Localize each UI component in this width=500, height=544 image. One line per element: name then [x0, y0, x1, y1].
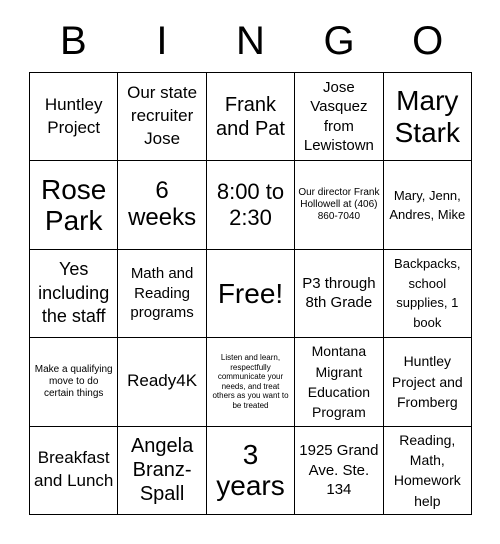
bingo-cell-r1c5[interactable]: Mary Stark — [384, 73, 472, 161]
bingo-cell-r4c2[interactable]: Ready4K — [118, 338, 206, 426]
bingo-cell-r1c2[interactable]: Our state recruiter Jose — [118, 73, 206, 161]
bingo-cell-r1c3[interactable]: Frank and Pat — [207, 73, 295, 161]
bingo-cell-r3c4[interactable]: P3 through 8th Grade — [295, 250, 383, 338]
bingo-cell-r4c5[interactable]: Huntley Project and Fromberg — [384, 338, 472, 426]
bingo-cell-r5c5[interactable]: Reading, Math, Homework help — [384, 427, 472, 515]
bingo-cell-r3c5[interactable]: Backpacks, school supplies, 1 book — [384, 250, 472, 338]
header-letter-i: I — [156, 18, 168, 63]
bingo-cell-r2c5[interactable]: Mary, Jenn, Andres, Mike — [384, 161, 472, 249]
bingo-cell-r2c1[interactable]: Rose Park — [30, 161, 118, 249]
bingo-cell-r4c3[interactable]: Listen and learn, respectfully communicate your needs, and treat others as you want to be treated — [207, 338, 295, 426]
bingo-cell-r3c3-free[interactable]: Free! — [207, 250, 295, 338]
header-letter-o: O — [412, 18, 444, 63]
bingo-cell-r5c1[interactable]: Breakfast and Lunch — [30, 427, 118, 515]
bingo-cell-r4c4[interactable]: Montana Migrant Education Program — [295, 338, 383, 426]
bingo-cell-r1c4[interactable]: Jose Vasquez from Lewistown — [295, 73, 383, 161]
bingo-cell-r3c1[interactable]: Yes including the staff — [30, 250, 118, 338]
bingo-board — [29, 72, 472, 515]
header-letter-b: B — [59, 18, 87, 63]
bingo-cell-r5c4[interactable]: 1925 Grand Ave. Ste. 134 — [295, 427, 383, 515]
bingo-cell-r2c2[interactable]: 6 weeks — [118, 161, 206, 249]
bingo-cell-r1c1[interactable]: Huntley Project — [30, 73, 118, 161]
bingo-header — [29, 0, 472, 72]
bingo-cell-r4c1[interactable]: Make a qualifying move to do certain things — [30, 338, 118, 426]
bingo-cell-r5c3[interactable]: 3 years — [207, 427, 295, 515]
bingo-cell-r2c4[interactable]: Our director Frank Hollowell at (406) 860-7040 — [295, 161, 383, 249]
bingo-cell-r5c2[interactable]: Angela Branz-Spall — [118, 427, 206, 515]
header-letter-g: G — [323, 18, 355, 63]
bingo-cell-r3c2[interactable]: Math and Reading programs — [118, 250, 206, 338]
bingo-cell-r2c3[interactable]: 8:00 to 2:30 — [207, 161, 295, 249]
header-letter-n: N — [236, 18, 265, 63]
